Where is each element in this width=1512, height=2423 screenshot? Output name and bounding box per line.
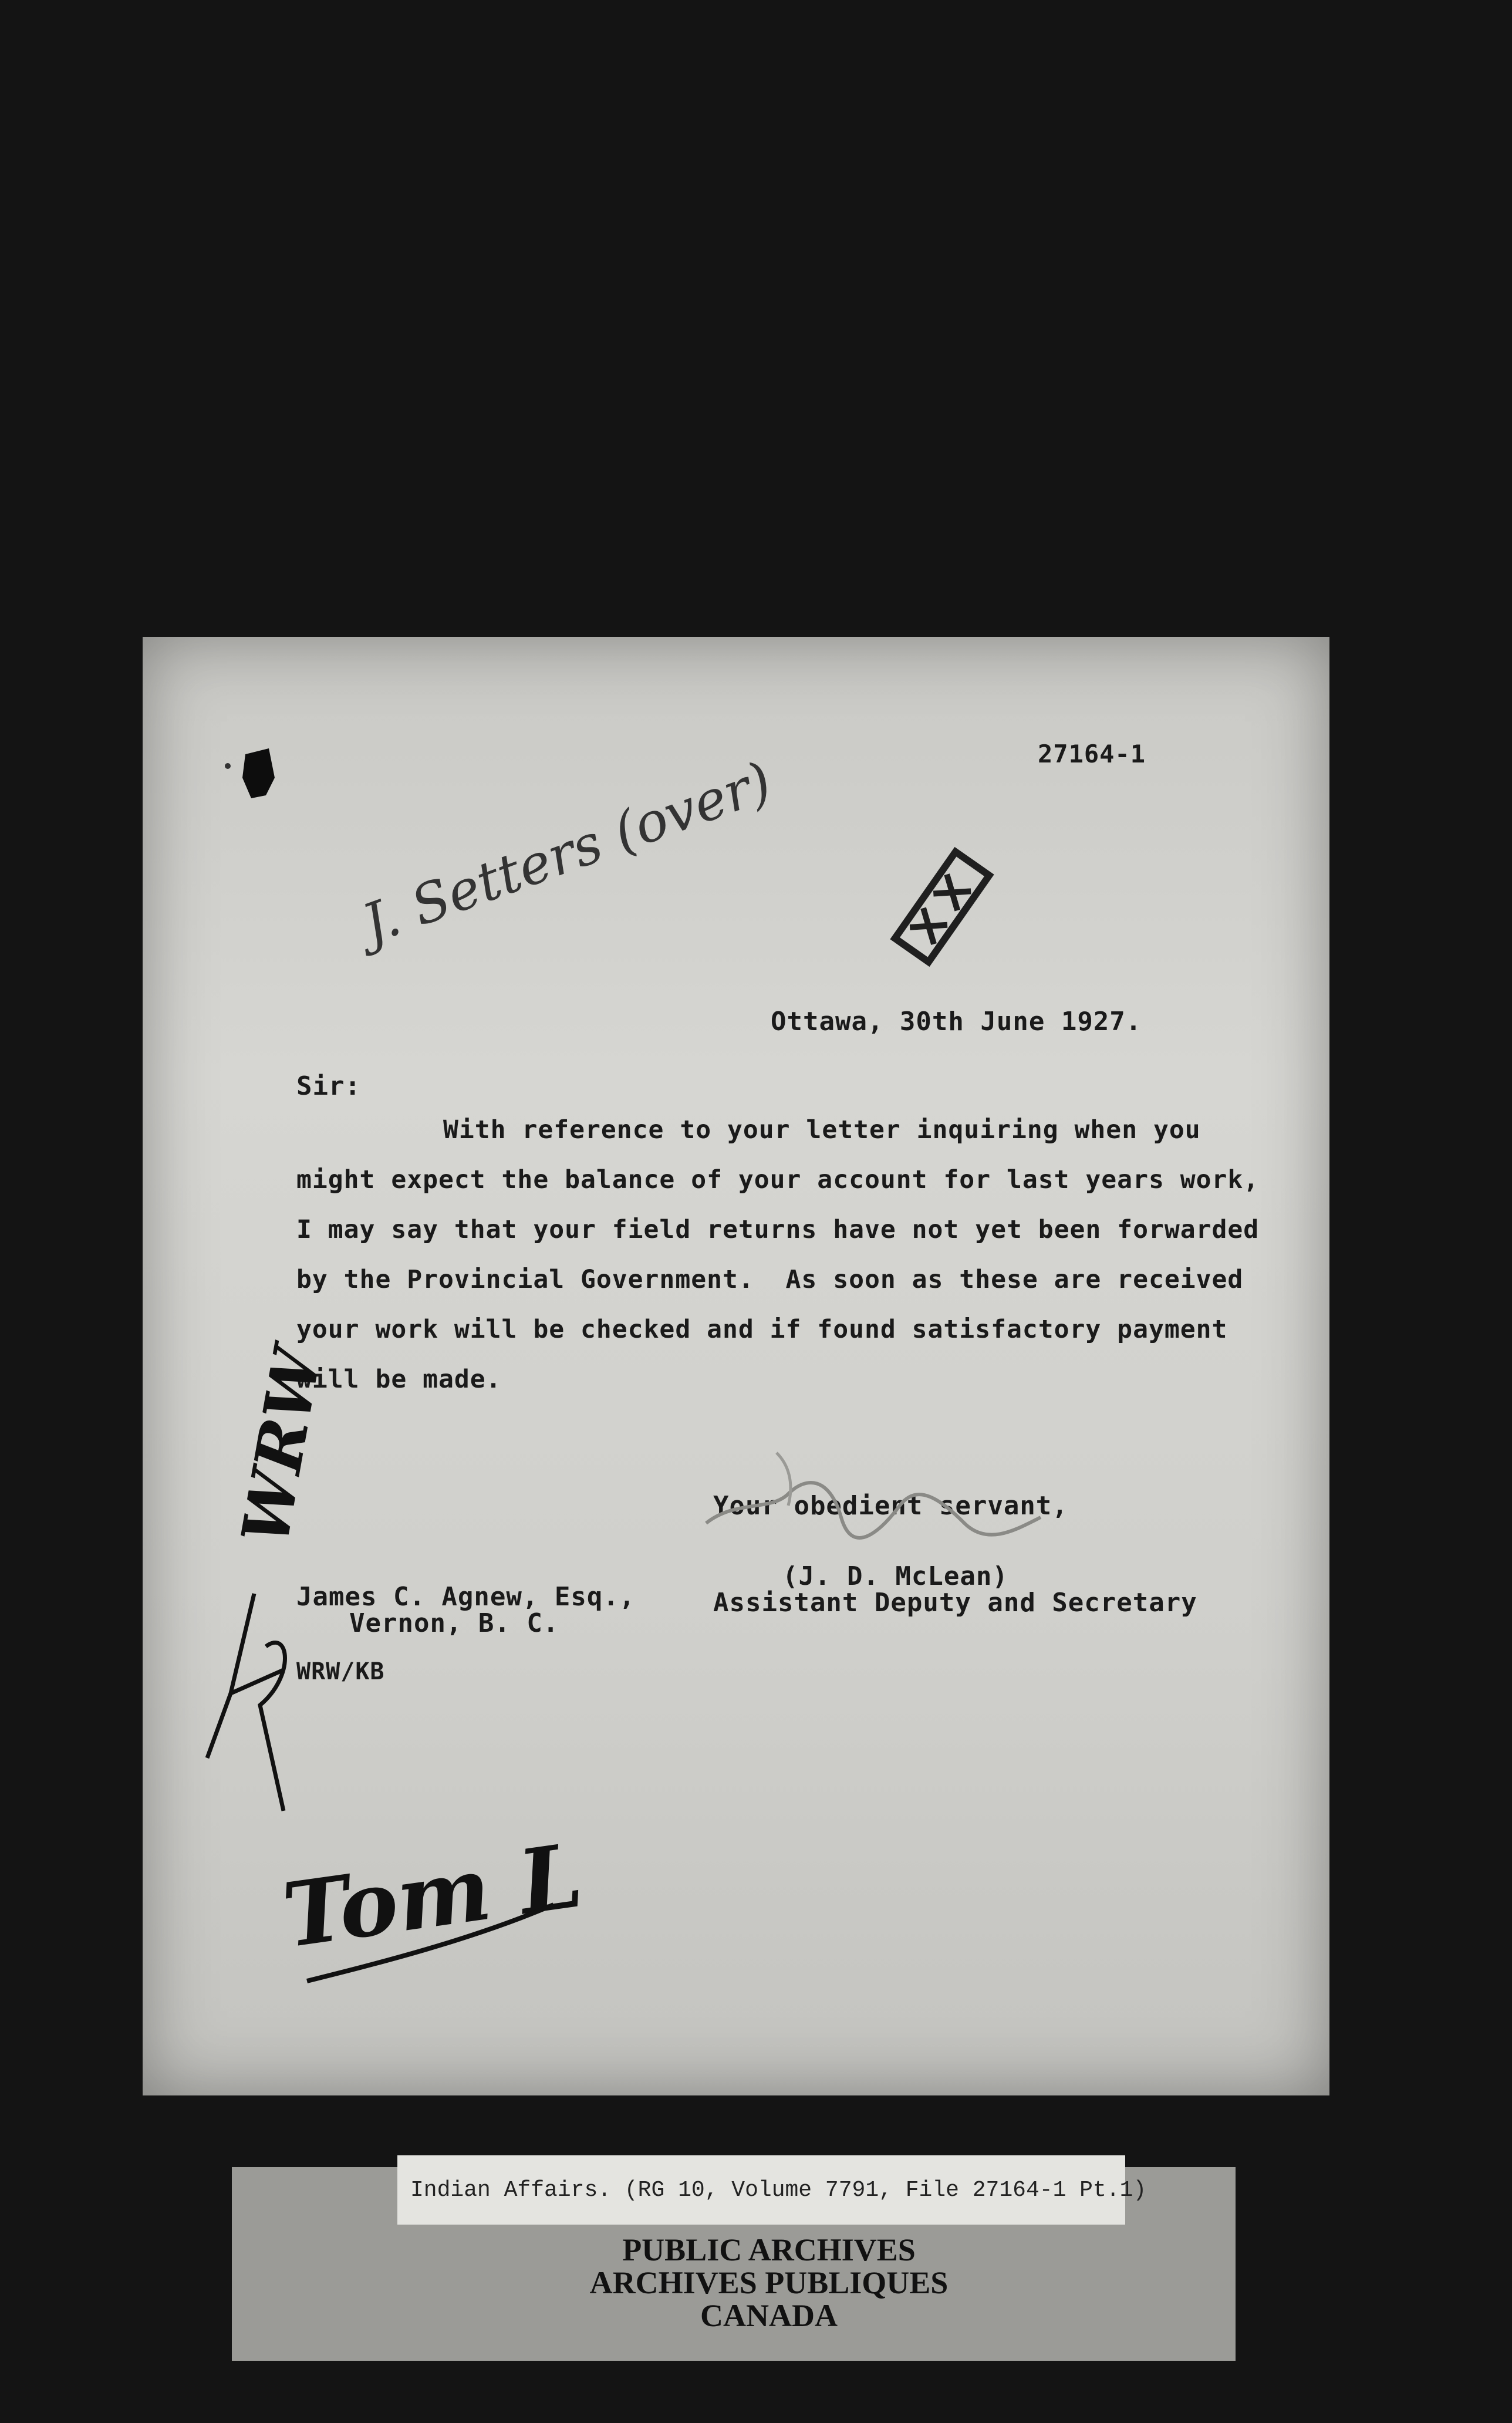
signer-name: (J. D. McLean) bbox=[782, 1561, 1008, 1591]
stamp-line: ARCHIVES PUBLIQUES bbox=[589, 2265, 949, 2300]
handwritten-note-text: J. Setters (over) bbox=[354, 750, 780, 956]
stamp-line: CANADA bbox=[700, 2298, 838, 2333]
body-line: might expect the balance of your account for last years work, bbox=[296, 1165, 1260, 1194]
punch-hole-mark bbox=[210, 743, 304, 825]
body-line: your work will be checked and if found satisfactory payment bbox=[296, 1315, 1228, 1344]
body-line: With reference to your letter inquiring when you bbox=[443, 1115, 1201, 1145]
handwritten-note bbox=[336, 750, 780, 983]
public-archives-stamp bbox=[517, 2233, 1021, 2332]
signer-title: Assistant Deputy and Secretary bbox=[713, 1588, 1197, 1618]
margin-initials-text: WRW bbox=[227, 1342, 336, 1550]
salutation: Sir: bbox=[296, 1071, 361, 1101]
stamp-mark bbox=[883, 831, 1001, 983]
archive-reference-label: Indian Affairs. (RG 10, Volume 7791, File 27164-1 Pt.1) bbox=[397, 2155, 1125, 2225]
body-line: will be made. bbox=[296, 1365, 502, 1394]
faint-signature bbox=[689, 1429, 1052, 1558]
body-line: by the Provincial Government. As soon as these are received bbox=[296, 1265, 1244, 1294]
letter-page bbox=[143, 637, 1329, 2095]
letter-date: Ottawa, 30th June 1927. bbox=[771, 1007, 1142, 1037]
handwritten-signature bbox=[260, 1787, 589, 2010]
addressee-location: Vernon, B. C. bbox=[349, 1608, 559, 1638]
addressee-name: James C. Agnew, Esq., bbox=[296, 1582, 636, 1612]
signature-text: Tom L bbox=[277, 1824, 589, 1968]
stamp-line: PUBLIC ARCHIVES bbox=[622, 2232, 916, 2267]
margin-initials bbox=[201, 1342, 336, 1594]
body-line: I may say that your field returns have not yet been forwarded bbox=[296, 1215, 1260, 1244]
reference-initials: WRW/KB bbox=[296, 1658, 385, 1685]
file-number: 27164-1 bbox=[1038, 740, 1146, 768]
closing: Your obedient servant, bbox=[713, 1491, 1068, 1521]
margin-scrawl bbox=[195, 1576, 313, 1823]
